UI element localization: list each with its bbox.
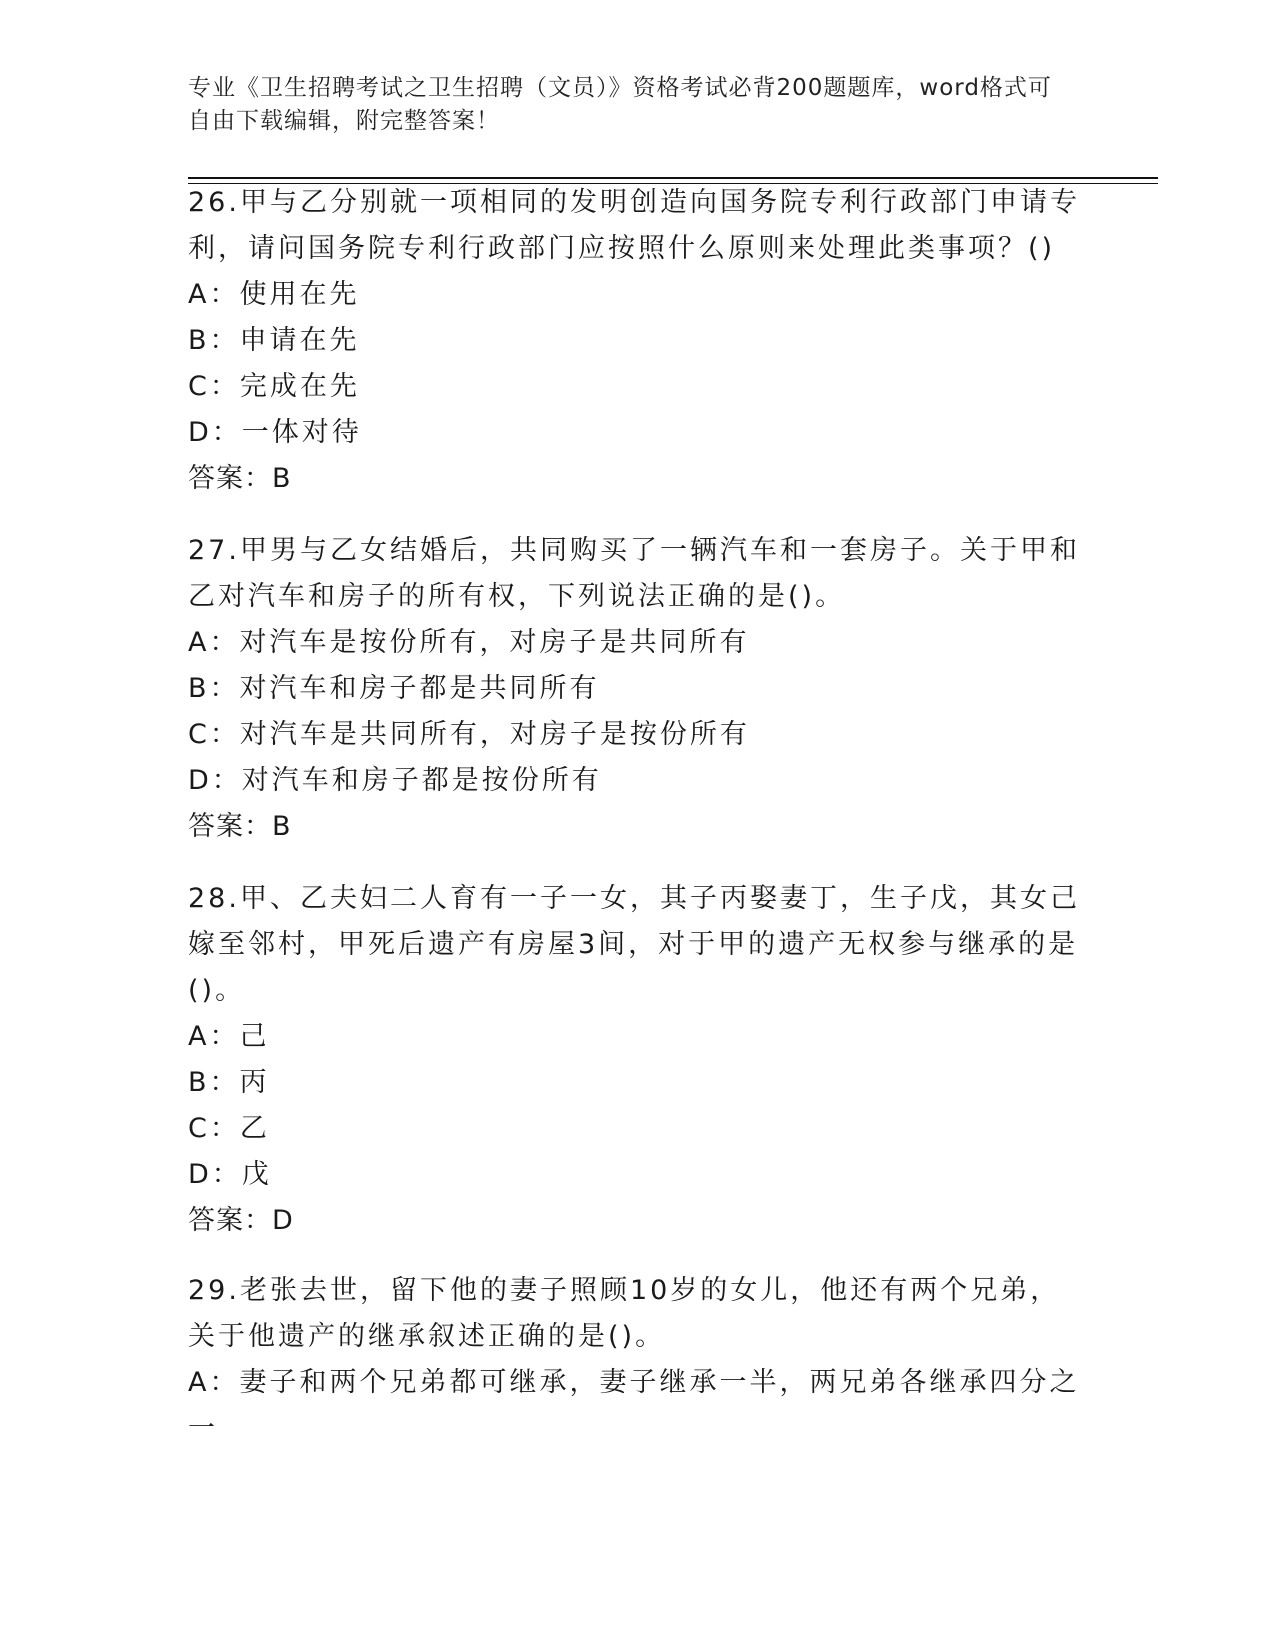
question-26 <box>188 180 1088 502</box>
question-stem: 27.甲男与乙女结婚后，共同购买了一辆汽车和一套房子。关于甲和乙对汽车和房子的所有权，下列说法正确的是()。 <box>188 535 1080 612</box>
question-stem: 26.甲与乙分别就一项相同的发明创造向国务院专利行政部门申请专利，请问国务院专利行政部门应按照什么原则来处理此类事项？() <box>188 187 1080 264</box>
question-stem: 28.甲、乙夫妇二人育有一子一女，其子丙娶妻丁，生子戊，其女己嫁至邻村，甲死后遗产有房屋3间，对于甲的遗产无权参与继承的是()。 <box>188 883 1080 1006</box>
option-a: A：使用在先 <box>188 279 360 310</box>
question-stem: 29.老张去世，留下他的妻子照顾10岁的女儿，他还有两个兄弟，关于他遗产的继承叙述正确的是()。 <box>188 1275 1061 1352</box>
option-a: A：己 <box>188 1021 270 1052</box>
question-27 <box>188 528 1088 850</box>
answer: 答案：B <box>188 463 292 494</box>
option-b: B：丙 <box>188 1067 270 1098</box>
answer: 答案：B <box>188 811 292 842</box>
option-c: C：对汽车是共同所有，对房子是按份所有 <box>188 719 750 750</box>
document-header: 专业《卫生招聘考试之卫生招聘（文员）》资格考试必背200题题库，word格式可自由下载编辑，附完整答案！ <box>188 75 1052 134</box>
question-28 <box>188 876 1088 1244</box>
option-d: D：戊 <box>188 1159 272 1190</box>
option-b: B：对汽车和房子都是共同所有 <box>188 673 600 704</box>
question-29 <box>188 1268 1088 1452</box>
option-d: D：一体对待 <box>188 417 362 448</box>
option-b: B：申请在先 <box>188 325 360 356</box>
option-c: C：乙 <box>188 1113 270 1144</box>
answer: 答案：D <box>188 1205 294 1236</box>
option-a: A：对汽车是按份所有，对房子是共同所有 <box>188 627 750 658</box>
option-a: A：妻子和两个兄弟都可继承，妻子继承一半，两兄弟各继承四分之一 <box>188 1367 1080 1444</box>
option-d: D：对汽车和房子都是按份所有 <box>188 765 602 796</box>
header-rule-thick <box>188 177 1158 179</box>
option-c: C：完成在先 <box>188 371 360 402</box>
